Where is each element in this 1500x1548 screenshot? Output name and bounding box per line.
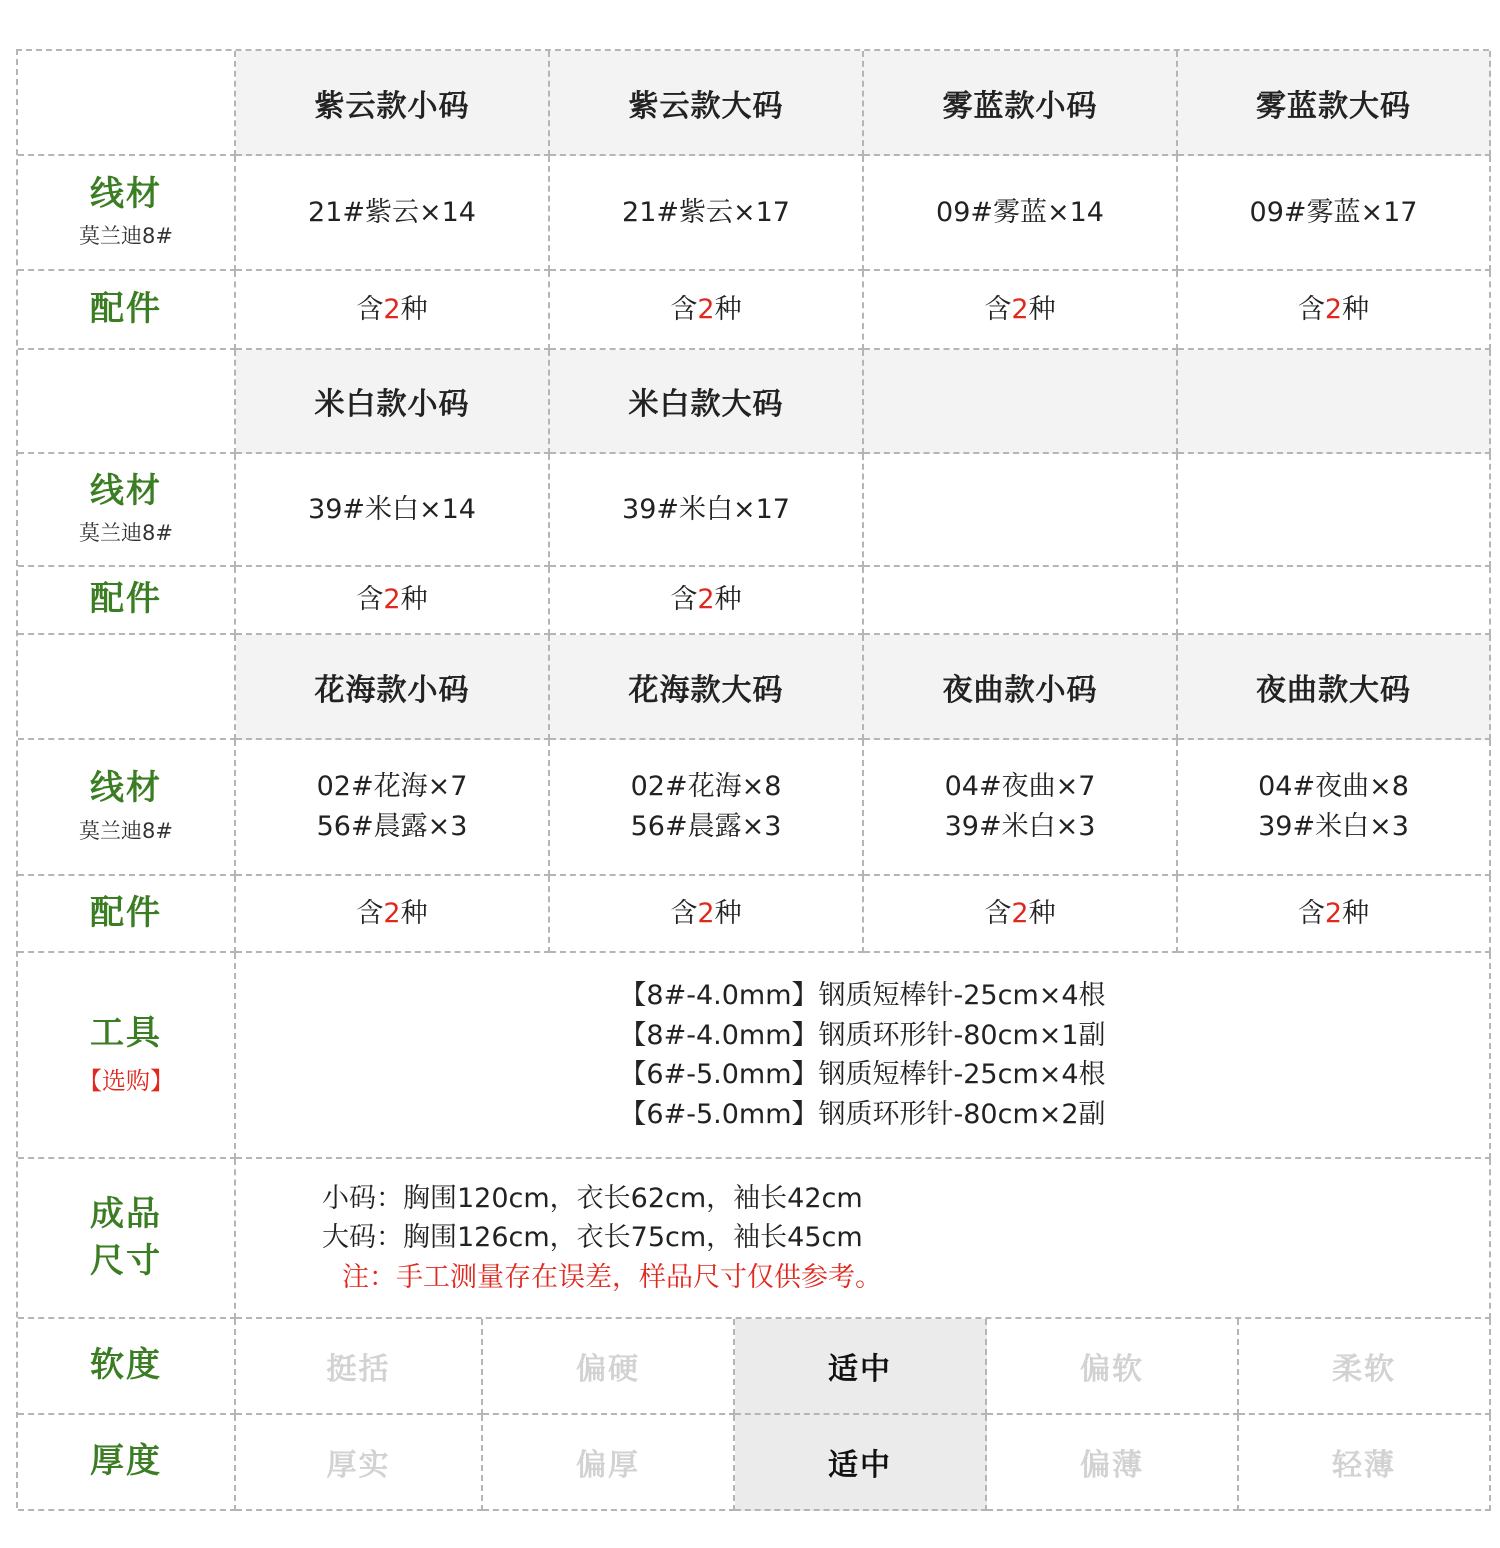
softness-scale	[236, 1319, 1491, 1415]
accessories-cell	[1178, 271, 1491, 350]
accessories-cell	[864, 876, 1178, 953]
tool-line: 【8#-4.0mm】钢质短棒针-25cm×4根	[619, 980, 1106, 1011]
row-label-accessories	[18, 271, 236, 350]
product-spec-table	[16, 49, 1489, 1508]
acc-prefix: 含	[670, 897, 698, 929]
yarn-line: 09#雾蓝×17	[1249, 196, 1418, 228]
acc-suffix: 种	[1028, 897, 1056, 929]
thickness-option: 轻薄	[1239, 1415, 1491, 1511]
acc-suffix: 种	[1028, 293, 1056, 325]
accessories-cell	[1178, 876, 1491, 953]
tool-line: 【6#-5.0mm】钢质短棒针-25cm×4根	[619, 1059, 1106, 1090]
accessories-cell	[550, 876, 864, 953]
thickness-label: 厚度	[90, 1441, 162, 1482]
corner-empty-cell	[18, 51, 236, 156]
yarn-sub-label: 莫兰迪8#	[79, 224, 173, 249]
yarn-line: 39#米白×14	[308, 493, 476, 525]
softness-option-selected: 适中	[735, 1319, 987, 1415]
accessories-label: 配件	[90, 579, 162, 620]
yarn-sub-label: 莫兰迪8#	[79, 521, 173, 546]
row-label-thickness	[18, 1415, 236, 1511]
yarn-cell	[1178, 740, 1491, 876]
row-label-accessories	[18, 567, 236, 635]
acc-count: 2	[1324, 897, 1343, 929]
yarn-cell	[550, 740, 864, 876]
size-label-line1: 成品	[90, 1193, 162, 1234]
thickness-option: 厚实	[236, 1415, 483, 1511]
yarn-cell	[236, 454, 550, 567]
accessories-cell	[864, 271, 1178, 350]
yarn-line: 56#晨露×3	[316, 811, 468, 842]
column-header: 米白款大码	[550, 350, 864, 454]
acc-prefix: 含	[356, 293, 384, 325]
softness-option: 挺括	[236, 1319, 483, 1415]
tools-list	[236, 953, 1491, 1159]
acc-suffix: 种	[400, 293, 428, 325]
acc-suffix: 种	[714, 897, 742, 929]
corner-empty-cell	[18, 350, 236, 454]
acc-suffix: 种	[714, 293, 742, 325]
column-header: 花海款大码	[550, 635, 864, 740]
softness-option: 偏硬	[483, 1319, 735, 1415]
yarn-line: 39#米白×3	[944, 811, 1096, 842]
acc-count: 2	[697, 897, 715, 929]
size-label-line2: 尺寸	[90, 1241, 162, 1281]
size-details	[236, 1159, 1491, 1319]
softness-option: 偏软	[987, 1319, 1239, 1415]
tool-line: 【8#-4.0mm】钢质环形针-80cm×1副	[619, 1019, 1106, 1051]
row-label-tools	[18, 953, 236, 1159]
yarn-line: 04#夜曲×7	[944, 771, 1096, 802]
acc-count: 2	[383, 584, 401, 615]
acc-suffix: 种	[1342, 293, 1370, 325]
accessories-cell	[550, 271, 864, 350]
acc-prefix: 含	[356, 897, 384, 929]
tools-optional-label: 【选购】	[78, 1067, 174, 1096]
accessories-cell	[550, 567, 864, 635]
acc-prefix: 含	[984, 897, 1012, 929]
yarn-cell	[864, 156, 1178, 271]
acc-suffix: 种	[714, 584, 742, 615]
accessories-label: 配件	[90, 892, 162, 933]
column-header: 花海款小码	[236, 635, 550, 740]
thickness-option: 偏厚	[483, 1415, 735, 1511]
acc-suffix: 种	[1342, 897, 1370, 929]
empty-header-cell	[864, 350, 1178, 454]
yarn-label: 线材	[90, 768, 162, 809]
acc-prefix: 含	[1297, 897, 1325, 929]
yarn-cell	[236, 740, 550, 876]
yarn-line: 39#米白×17	[622, 493, 790, 525]
acc-count: 2	[383, 897, 401, 929]
accessories-cell	[236, 271, 550, 350]
size-line: 小码：胸围120cm，衣长62cm，袖长42cm	[322, 1182, 863, 1214]
yarn-label: 线材	[90, 470, 162, 511]
tool-line: 【6#-5.0mm】钢质环形针-80cm×2副	[619, 1098, 1106, 1130]
acc-count: 2	[383, 293, 401, 325]
acc-count: 2	[1011, 897, 1029, 929]
row-label-accessories	[18, 876, 236, 953]
acc-prefix: 含	[1297, 293, 1325, 325]
row-label-yarn	[18, 740, 236, 876]
yarn-line: 56#晨露×3	[630, 811, 782, 842]
yarn-line: 21#紫云×14	[308, 196, 476, 228]
empty-cell	[864, 454, 1178, 567]
yarn-cell	[1178, 156, 1491, 271]
acc-prefix: 含	[670, 584, 698, 615]
acc-count: 2	[1324, 293, 1343, 325]
empty-cell	[864, 567, 1178, 635]
row-label-yarn	[18, 156, 236, 271]
empty-header-cell	[1178, 350, 1491, 454]
corner-empty-cell	[18, 635, 236, 740]
thickness-option-selected: 适中	[735, 1415, 987, 1511]
row-label-size	[18, 1159, 236, 1319]
acc-prefix: 含	[670, 293, 698, 325]
size-line: 大码：胸围126cm，衣长75cm，袖长45cm	[322, 1222, 863, 1254]
thickness-scale	[236, 1415, 1491, 1511]
column-header: 紫云款大码	[550, 51, 864, 156]
row-label-yarn	[18, 454, 236, 567]
yarn-label: 线材	[90, 173, 162, 214]
row-label-softness	[18, 1319, 236, 1415]
column-header: 夜曲款大码	[1178, 635, 1491, 740]
yarn-cell	[236, 156, 550, 271]
yarn-cell	[550, 454, 864, 567]
acc-prefix: 含	[984, 293, 1012, 325]
softness-option: 柔软	[1239, 1319, 1491, 1415]
yarn-line: 04#夜曲×8	[1258, 771, 1409, 802]
yarn-cell	[864, 740, 1178, 876]
yarn-sub-label: 莫兰迪8#	[79, 818, 173, 843]
yarn-line: 21#紫云×17	[622, 196, 790, 228]
acc-suffix: 种	[400, 897, 428, 929]
accessories-label: 配件	[90, 288, 162, 329]
empty-cell	[1178, 567, 1491, 635]
acc-count: 2	[697, 584, 715, 615]
yarn-line: 02#花海×7	[316, 771, 468, 802]
size-note: 注：手工测量存在误差，样品尺寸仅供参考。	[342, 1261, 882, 1293]
column-header: 紫云款小码	[236, 51, 550, 156]
column-header: 米白款小码	[236, 350, 550, 454]
softness-label: 软度	[90, 1345, 162, 1386]
accessories-cell	[236, 567, 550, 635]
yarn-line: 39#米白×3	[1258, 811, 1409, 842]
tools-label: 工具	[90, 1012, 162, 1053]
yarn-line: 09#雾蓝×14	[936, 196, 1104, 228]
yarn-line: 02#花海×8	[630, 771, 782, 802]
acc-suffix: 种	[400, 584, 428, 615]
acc-count: 2	[697, 293, 715, 325]
empty-cell	[1178, 454, 1491, 567]
acc-prefix: 含	[356, 584, 384, 615]
column-header: 夜曲款小码	[864, 635, 1178, 740]
column-header: 雾蓝款小码	[864, 51, 1178, 156]
column-header: 雾蓝款大码	[1178, 51, 1491, 156]
accessories-cell	[236, 876, 550, 953]
yarn-cell	[550, 156, 864, 271]
thickness-option: 偏薄	[987, 1415, 1239, 1511]
acc-count: 2	[1011, 293, 1029, 325]
